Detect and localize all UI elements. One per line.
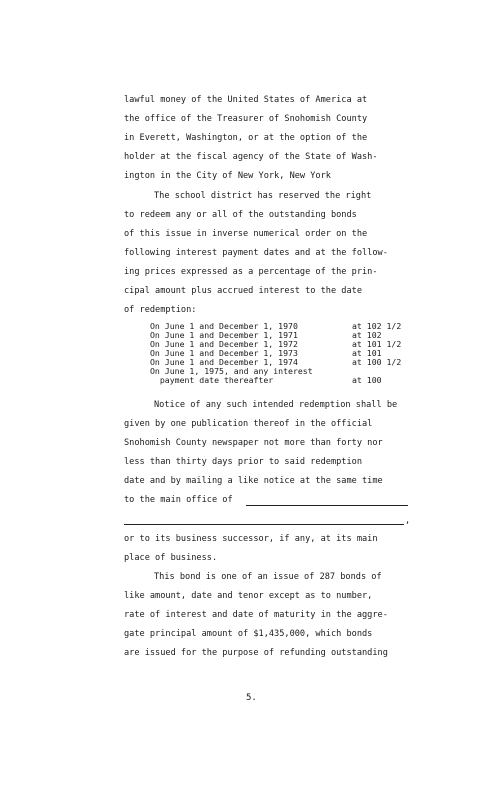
text-line: or to its business successor, if any, at its main <box>124 534 378 544</box>
schedule-price: at 102 <box>352 330 382 340</box>
text-line: cipal amount plus accrued interest to the date <box>124 286 362 296</box>
blank-line <box>124 524 404 525</box>
text-line: to redeem any or all of the outstanding bonds <box>124 210 357 220</box>
text-line: to the main office of <box>124 495 233 505</box>
text-line: the office of the Treasurer of Snohomish County <box>124 114 368 124</box>
text-line: less than thirty days prior to said redemption <box>124 457 362 467</box>
text-line: gate principal amount of $1,435,000, which bonds <box>124 629 373 639</box>
schedule-date: On June 1, 1975, and any interest <box>150 366 313 376</box>
text-line: Snohomish County newspaper not more than forty nor <box>124 438 383 448</box>
schedule-date: payment date thereafter <box>150 375 274 385</box>
text-line: given by one publication thereof in the official <box>124 419 373 429</box>
text-line: in Everett, Washington, or at the option of the <box>124 133 368 143</box>
schedule-date: On June 1 and December 1, 1974 <box>150 357 298 367</box>
text-line: date and by mailing a like notice at the same time <box>124 476 383 486</box>
schedule-date: On June 1 and December 1, 1972 <box>150 339 298 349</box>
schedule-price: at 102 1/2 <box>352 321 402 331</box>
text-line: lawful money of the United States of America at <box>124 95 368 105</box>
schedule-date: On June 1 and December 1, 1973 <box>150 348 298 358</box>
schedule-price: at 100 1/2 <box>352 357 402 367</box>
comma: , <box>405 516 411 526</box>
text-line: The school district has reserved the right <box>154 191 372 201</box>
text-line: place of business. <box>124 553 218 563</box>
text-line: like amount, date and tenor except as to number, <box>124 591 373 601</box>
text-line: following interest payment dates and at the follow- <box>124 248 388 258</box>
text-line: ington in the City of New York, New York <box>124 171 331 181</box>
schedule-price: at 101 1/2 <box>352 339 402 349</box>
schedule-price: at 100 <box>352 375 382 385</box>
schedule-price: at 101 <box>352 348 382 358</box>
text-line: Notice of any such intended redemption shall be <box>154 400 398 410</box>
blank-line <box>246 505 408 506</box>
text-line: of this issue in inverse numerical order on the <box>124 229 368 239</box>
text-line: rate of interest and date of maturity in the aggre- <box>124 610 388 620</box>
page-number: 5. <box>246 693 257 703</box>
text-line: holder at the fiscal agency of the State of Wash- <box>124 152 378 162</box>
text-line: ing prices expressed as a percentage of the prin- <box>124 267 378 277</box>
text-line: This bond is one of an issue of 287 bonds of <box>154 572 382 582</box>
schedule-date: On June 1 and December 1, 1970 <box>150 321 298 331</box>
text-line: are issued for the purpose of refunding outstanding <box>124 648 388 658</box>
text-line: of redemption: <box>124 305 197 315</box>
schedule-date: On June 1 and December 1, 1971 <box>150 330 298 340</box>
